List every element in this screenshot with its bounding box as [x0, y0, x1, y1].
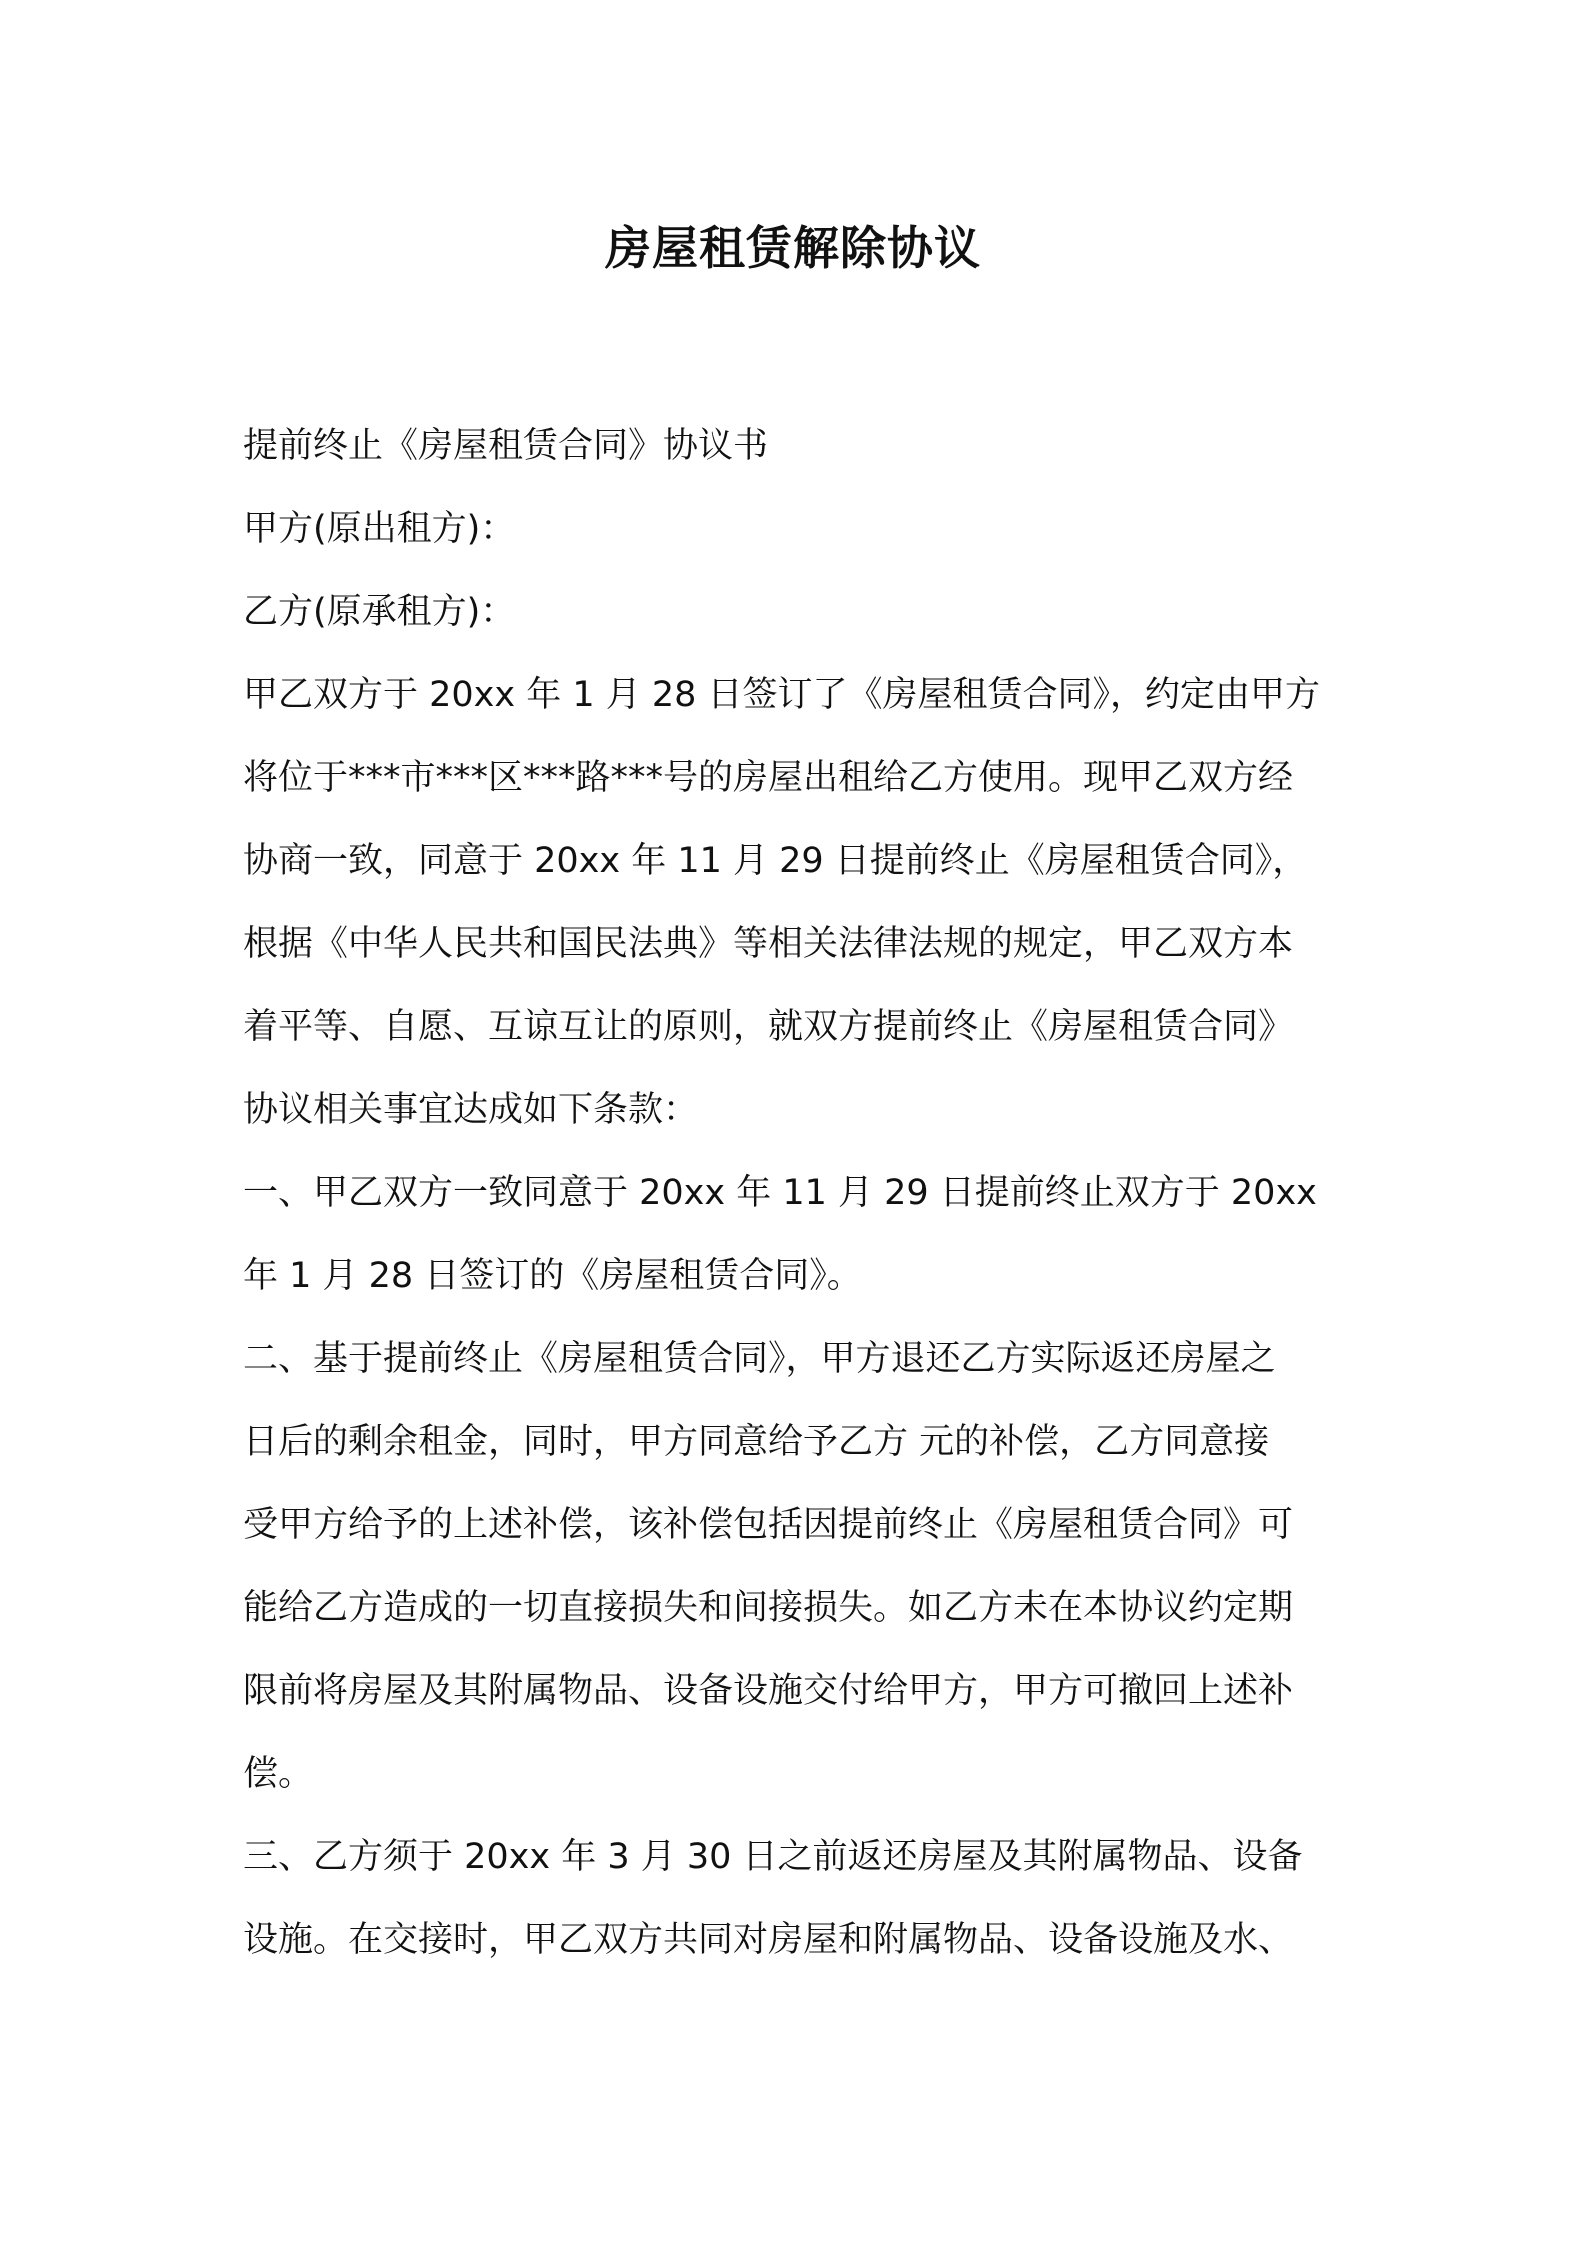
paragraph-line: 协议相关事宜达成如下条款：: [243, 1090, 699, 1130]
clause-two-line: 二、基于提前终止《房屋租赁合同》，甲方退还乙方实际返还房屋之: [243, 1339, 1276, 1379]
clause-two-line: 受甲方给予的上述补偿，该补偿包括因提前终止《房屋租赁合同》可: [243, 1505, 1294, 1545]
paragraph-line: 甲乙双方于 20xx 年 1 月 28 日签订了《房屋租赁合同》，约定由甲方: [243, 675, 1321, 715]
document-title: 房屋租赁解除协议: [605, 221, 981, 275]
clause-one-line: 年 1 月 28 日签订的《房屋租赁合同》。: [243, 1256, 862, 1296]
party-b-line: 乙方(原承租方)：: [243, 592, 516, 632]
clause-two-line: 日后的剩余租金，同时，甲方同意给予乙方 元的补偿，乙方同意接: [243, 1422, 1270, 1462]
clause-two-line: 偿。: [243, 1754, 314, 1794]
paragraph-line: 协商一致，同意于 20xx 年 11 月 29 日提前终止《房屋租赁合同》，: [243, 841, 1308, 881]
party-a-line: 甲方(原出租方)：: [243, 509, 516, 549]
paragraph-line: 将位于***市***区***路***号的房屋出租给乙方使用。现甲乙双方经: [243, 758, 1294, 798]
clause-three-line: 设施。在交接时，甲乙双方共同对房屋和附属物品、设备设施及水、: [243, 1920, 1294, 1960]
clause-one-line: 一、甲乙双方一致同意于 20xx 年 11 月 29 日提前终止双方于 20xx: [243, 1173, 1317, 1213]
document-body: [243, 405, 1357, 1982]
clause-two-line: 能给乙方造成的一切直接损失和间接损失。如乙方未在本协议约定期: [243, 1588, 1294, 1628]
clause-three-line: 三、乙方须于 20xx 年 3 月 30 日之前返还房屋及其附属物品、设备: [243, 1837, 1303, 1877]
clause-two-line: 限前将房屋及其附属物品、设备设施交付给甲方，甲方可撤回上述补: [243, 1671, 1294, 1711]
paragraph-line: 根据《中华人民共和国民法典》等相关法律法规的规定，甲乙双方本: [243, 924, 1294, 964]
subtitle-line: 提前终止《房屋租赁合同》协议书: [243, 426, 769, 466]
paragraph-line: 着平等、自愿、互谅互让的原则，就双方提前终止《房屋租赁合同》: [243, 1007, 1294, 1047]
